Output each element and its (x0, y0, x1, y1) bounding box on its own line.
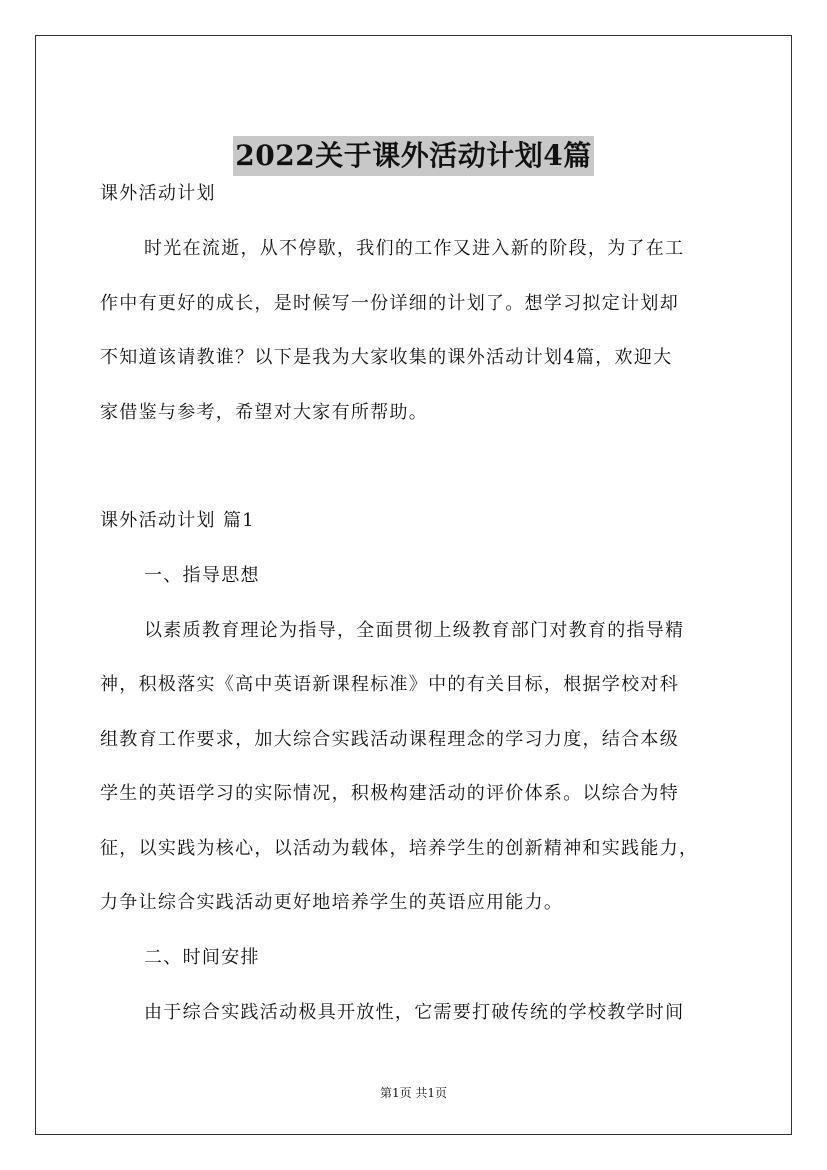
section-heading: 课外活动计划 篇1 (100, 510, 255, 531)
paragraph-line: 学生的英语学习的实际情况，积极构建活动的评价体系。以综合为特 (100, 783, 679, 804)
subsection-heading: 一、指导思想 (144, 565, 260, 586)
page-footer: 第1页 共1页 (379, 1086, 448, 1100)
document-page (35, 35, 792, 1135)
paragraph-line: 以素质教育理论为指导，全面贯彻上级教育部门对教育的指导精 (144, 620, 685, 641)
subsection-heading: 二、时间安排 (144, 947, 260, 968)
title-container (36, 136, 791, 176)
paragraph-line: 不知道该请教谁？以下是我为大家收集的课外活动计划4篇，欢迎大 (100, 347, 673, 368)
paragraph-line: 作中有更好的成长，是时候写一份详细的计划了。想学习拟定计划却 (100, 293, 679, 314)
paragraph-line: 征，以实践为核心，以活动为载体，培养学生的创新精神和实践能力， (100, 838, 699, 859)
paragraph-line: 时光在流逝，从不停歇，我们的工作又进入新的阶段，为了在工 (144, 238, 685, 259)
paragraph-line: 组教育工作要求，加大综合实践活动课程理念的学习力度，结合本级 (100, 729, 679, 750)
intro-heading: 课外活动计划 (100, 183, 216, 204)
document-title: 2022关于课外活动计划4篇 (233, 136, 593, 176)
paragraph-line: 神，积极落实《高中英语新课程标准》中的有关目标，根据学校对科 (100, 674, 679, 695)
paragraph-line: 家借鉴与参考，希望对大家有所帮助。 (100, 402, 429, 423)
paragraph-line: 由于综合实践活动极具开放性，它需要打破传统的学校教学时间 (144, 1002, 685, 1023)
paragraph-line: 力争让综合实践活动更好地培养学生的英语应用能力。 (100, 892, 564, 913)
